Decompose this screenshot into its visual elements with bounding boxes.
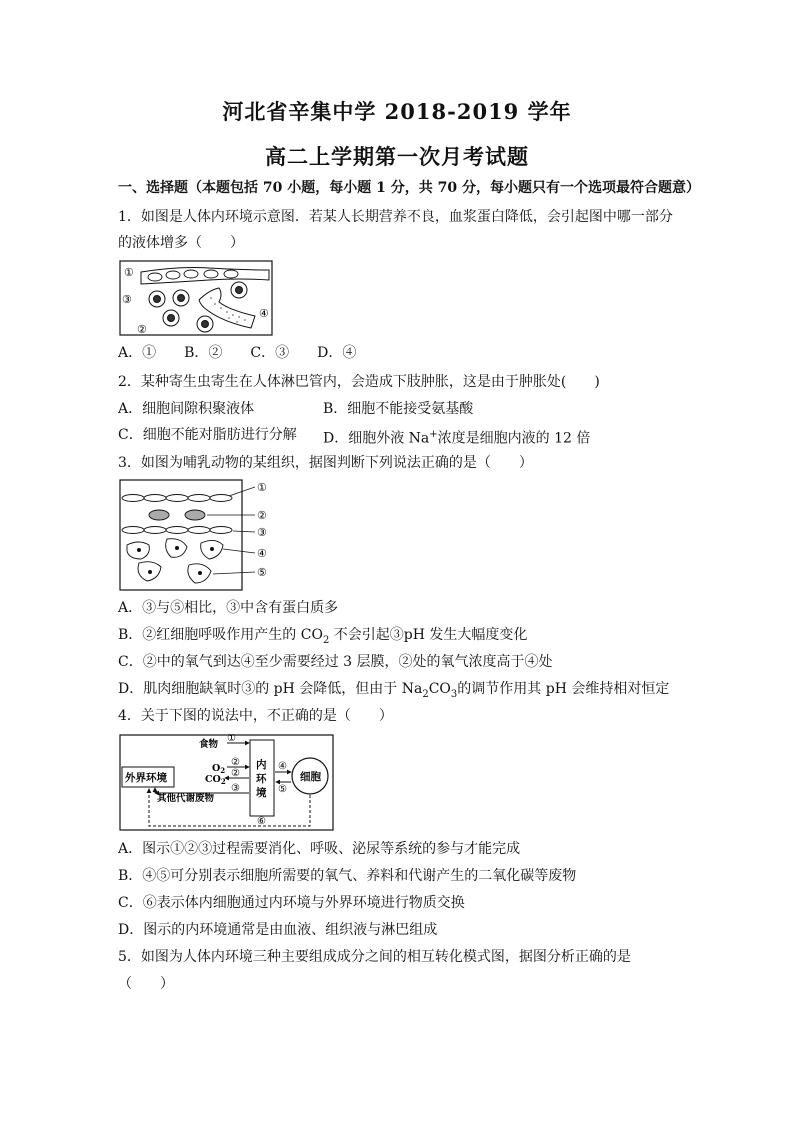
q4-option-b: B．④⑤可分别表示细胞所需要的氧气、养料和代谢产生的二氧化碳等废物 bbox=[118, 868, 577, 884]
q3-option-d: D．肌肉细胞缺氧时③的 pH 会降低，但由于 $Na_2CO_3$的调节作用其 pH 会维持相对恒定 bbox=[118, 681, 670, 700]
q5-stem-line2: （ ） bbox=[118, 976, 174, 992]
q3-label-4: ④ bbox=[257, 547, 267, 560]
q3-figure bbox=[119, 479, 275, 591]
q4-label-1: ① bbox=[227, 734, 236, 744]
q3-label-5: ⑤ bbox=[257, 566, 267, 579]
q1-label-3: ③ bbox=[122, 293, 132, 306]
q4-cell: 细胞 bbox=[300, 771, 321, 783]
q4-waste: 其他代谢废物 bbox=[157, 793, 215, 804]
q4-option-a: A．图示①②③过程需要消化、呼吸、泌尿等系统的参与才能完成 bbox=[118, 841, 521, 857]
q4-label-2: ② bbox=[231, 768, 240, 779]
q3-stem: 3．如图为哺乳动物的某组织，据图判断下列说法正确的是（ ） bbox=[118, 455, 533, 471]
q2-option-b: B．细胞不能接受氨基酸 bbox=[323, 401, 474, 417]
q4-label-4: ④ bbox=[278, 761, 287, 772]
q3-label-3: ③ bbox=[257, 526, 267, 539]
q1-stem-line2: 的液体增多（ ） bbox=[118, 235, 244, 251]
q1-label-4: ④ bbox=[259, 307, 269, 320]
q2-option-c: C．细胞不能对脂肪进行分解 bbox=[118, 427, 297, 443]
q2-stem: 2．某种寄生虫寄生在人体淋巴管内，会造成下肢肿胀，这是由于肿胀处( ) bbox=[118, 374, 600, 390]
q1-stem-line1: 1．如图是人体内环境示意图．若某人长期营养不良，血浆蛋白降低，会引起图中哪一部分 bbox=[118, 209, 673, 225]
q1-options: A．① B．② C．③ D．④ bbox=[118, 345, 357, 361]
q4-label-3: ③ bbox=[231, 783, 240, 794]
q4-label-5: ⑤ bbox=[278, 784, 287, 795]
q3-label-1: ① bbox=[257, 481, 267, 494]
section-heading: 一、选择题（本题包括 70 小题，每小题 1 分，共 70 分，每小题只有一个选项最符合题意） bbox=[118, 180, 700, 196]
q1-label-2: ② bbox=[137, 323, 147, 336]
q4-outer-env: 外界环境 bbox=[125, 772, 167, 784]
q3-option-b: B．②红细胞呼吸作用产生的 $CO_2$ 不会引起③pH 发生大幅度变化 bbox=[118, 627, 528, 646]
q1-figure bbox=[119, 260, 273, 336]
q3-option-a: A．③与⑤相比，③中含有蛋白质多 bbox=[118, 600, 339, 616]
q4-stem: 4．关于下图的说法中，不正确的是（ ） bbox=[118, 708, 393, 724]
q4-food: 食物 bbox=[199, 739, 219, 750]
exam-title-line2: 高二上学期第一次月考试题 bbox=[265, 144, 529, 169]
q4-o2: $O_2$ bbox=[212, 763, 226, 775]
q2-option-d: D．细胞外液 Na+浓度是细胞内液的 12 倍 bbox=[323, 429, 591, 447]
q4-inner-env-2: 环 bbox=[256, 773, 267, 785]
q4-inner-env-3: 境 bbox=[256, 787, 267, 799]
q3-option-c: C．②中的氧气到达④至少需要经过 3 层膜，②处的氧气浓度高于④处 bbox=[118, 654, 553, 670]
q1-label-1: ① bbox=[124, 266, 134, 279]
q4-option-d: D．图示的内环境通常是由血液、组织液与淋巴组成 bbox=[118, 922, 438, 938]
q4-figure bbox=[119, 734, 335, 832]
q4-label-2a: ② bbox=[231, 757, 240, 768]
q4-co2: $CO_2$ bbox=[205, 774, 226, 786]
q4-label-6: ⑥ bbox=[257, 816, 266, 827]
q4-inner-env-1: 内 bbox=[256, 759, 267, 771]
exam-title-line1: 河北省辛集中学 2018-2019 学年 bbox=[222, 99, 572, 124]
q2-option-a: A．细胞间隙积聚液体 bbox=[118, 401, 255, 417]
q5-stem-line1: 5．如图为人体内环境三种主要组成成分之间的相互转化模式图，据图分析正确的是 bbox=[118, 949, 631, 965]
q4-option-c: C．⑥表示体内细胞通过内环境与外界环境进行物质交换 bbox=[118, 895, 465, 911]
q3-label-2: ② bbox=[257, 509, 267, 522]
